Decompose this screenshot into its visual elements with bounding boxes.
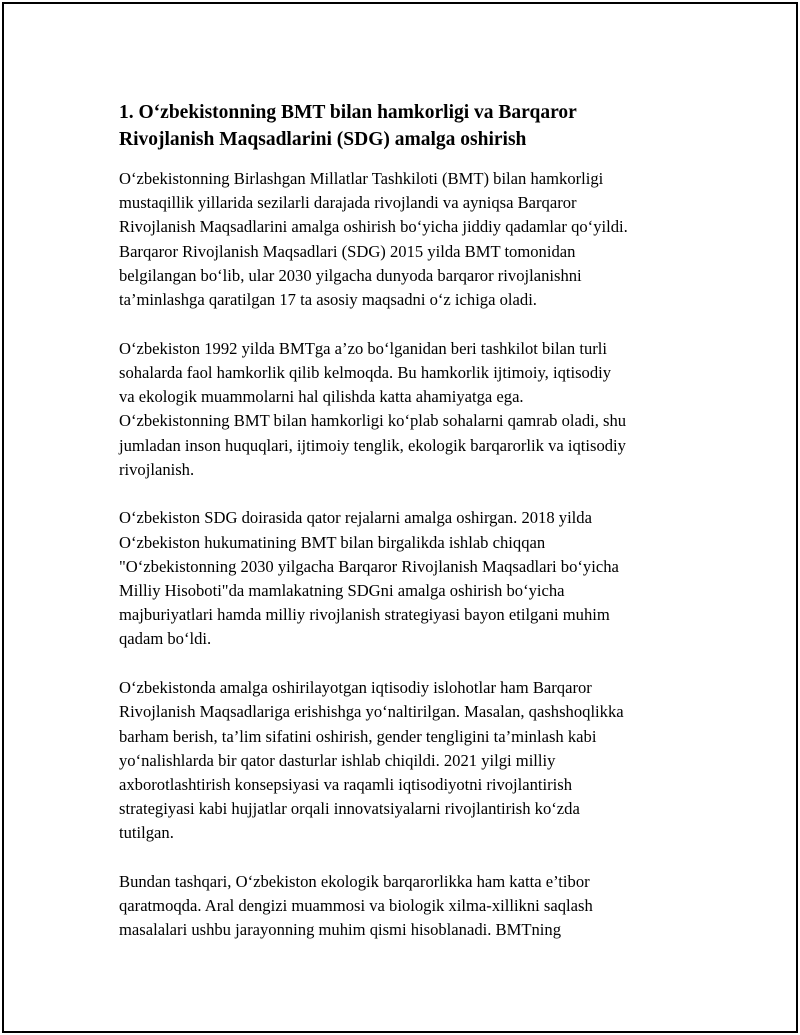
paragraph-3: O‘zbekiston SDG doirasida qator rejalarni amalga oshirgan. 2018 yilda O‘zbekiston hukumatining BMT bilan birgalikda ishlab chiqqan "O‘zbekistonning 2030 yilgacha Barqaror Rivojlanish Maqsadlari bo‘yicha Milliy Hisoboti"da mamlakatning SDGni amalga oshirish bo‘yicha majburiyatlari hamda milliy rivojlanish strategiyasi bayon etilgani muhim qadam bo‘ldi.	[119, 508, 619, 649]
document-body	[119, 99, 699, 967]
paragraph-5: Bundan tashqari, O‘zbekiston ekologik barqarorlikka ham katta e’tibor qaratmoqda. Aral dengizi muammosi va biologik xilma-xillikni saqlash masalalari ushbu jarayonning muhim qismi hisoblanadi. BMTning	[119, 872, 593, 940]
section-title: 1. O‘zbekistonning BMT bilan hamkorligi va Barqaror Rivojlanish Maqsadlarini (SDG) amalga oshirish	[119, 102, 577, 150]
paragraph-1: O‘zbekistonning Birlashgan Millatlar Tashkiloti (BMT) bilan hamkorligi mustaqillik yillarida sezilarli darajada rivojlandi va ayniqsa Barqaror Rivojlanish Maqsadlarini amalga oshirish bo‘yicha jiddiy qadamlar qo‘yildi. Barqaror Rivojlanish Maqsadlari (SDG) 2015 yilda BMT tomonidan belgilangan bo‘lib, ular 2030 yilgacha dunyoda barqaror rivojlanishni ta’minlashga qaratilgan 17 ta asosiy maqsadni o‘z ichiga oladi.	[119, 169, 628, 310]
paragraph-2: O‘zbekiston 1992 yilda BMTga a’zo bo‘lganidan beri tashkilot bilan turli sohalarda faol hamkorlik qilib kelmoqda. Bu hamkorlik ijtimoiy, iqtisodiy va ekologik muammolarni hal qilishda katta ahamiyatga ega. O‘zbekistonning BMT bilan hamkorligi ko‘plab sohalarni qamrab oladi, shu jumladan inson huquqlari, ijtimoiy tenglik, ekologik barqarorlik va iqtisodiy rivojlanish.	[119, 338, 627, 479]
paragraph-4: O‘zbekistonda amalga oshirilayotgan iqtisodiy islohotlar ham Barqaror Rivojlanish Maqsadlariga erishishga yo‘naltirilgan. Masalan, qashshoqlikka barham berish, ta’lim sifatini oshirish, gender tengligini ta’minlash kabi yo‘nalishlarda bir qator dasturlar ishlab chiqildi. 2021 yilgi milliy axborotlashtirish konsepsiyasi va raqamli iqtisodiyotni rivojlantirish strategiyasi kabi hujjatlar orqali innovatsiyalarni rivojlantirish ko‘zda tutilgan.	[119, 678, 624, 843]
document-page	[2, 2, 798, 1033]
